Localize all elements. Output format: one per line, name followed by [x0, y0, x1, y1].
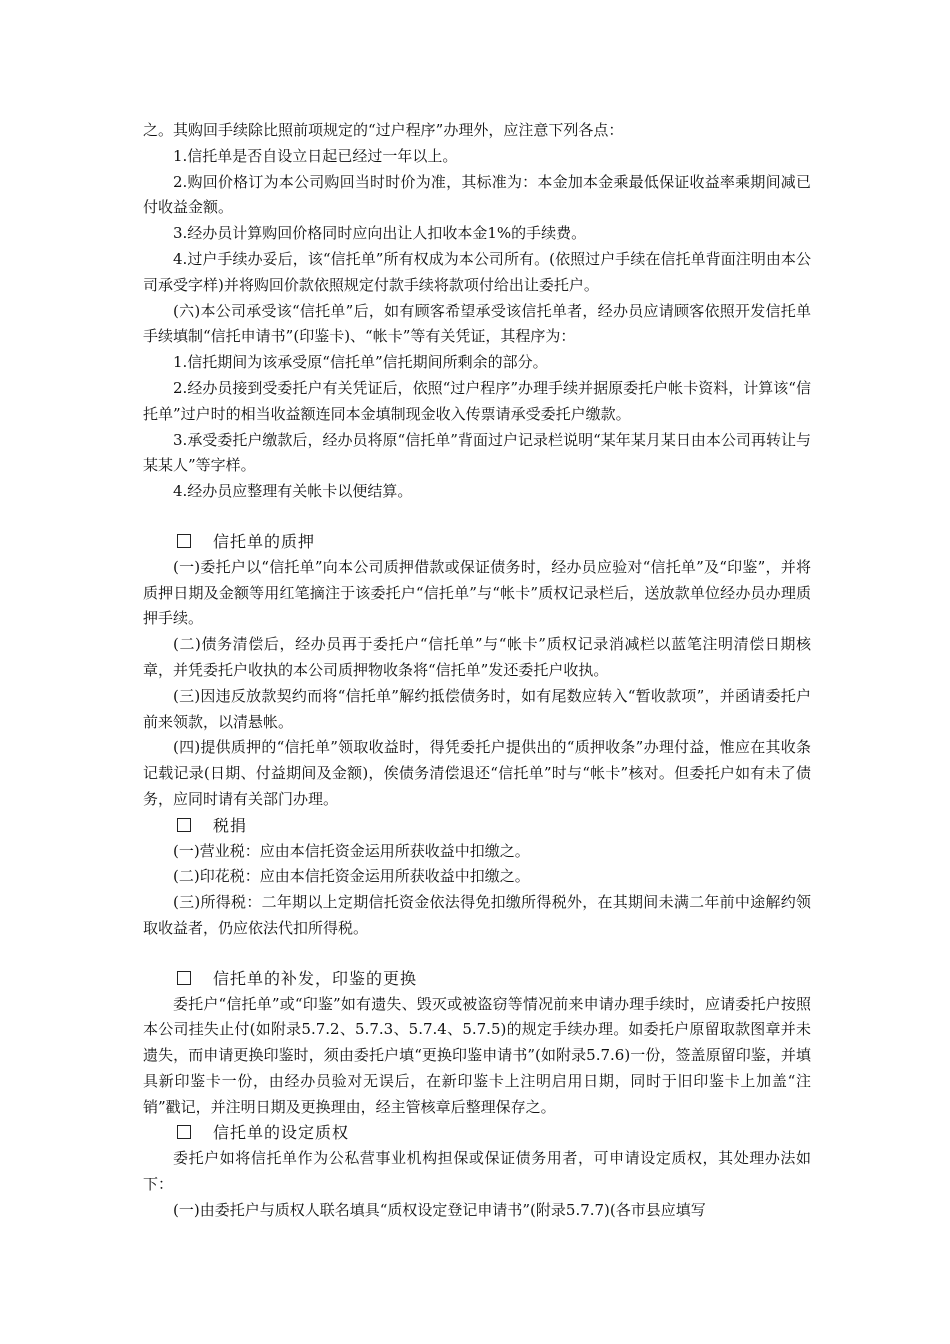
heading-pledge-text: 信托单的质押: [213, 531, 316, 551]
paragraph-tax-1: (一)营业税：应由本信托资金运用所获收益中扣缴之。: [173, 841, 530, 860]
paragraph-tax-3: (三)所得税：二年期以上定期信托资金依法得免扣缴所得税外，在其期间未满二年前中途解约领取收益者，仍应依法代扣所得税。: [143, 893, 811, 937]
paragraph-transfer-3: 3.承受委托户缴款后，经办员将原“信托单”背面过户记录栏说明“某年某月某日由本公司再转让与某某人”等字样。: [143, 430, 811, 475]
heading-reissue-text: 信托单的补发，印鉴的更换: [213, 968, 418, 988]
paragraph-transfer-2: 2.经办员接到受委托户有关凭证后，依照“过户程序”办理手续并据原委托户帐卡资料，计算该“信托单”过户时的相当收益额连同本金填制现金收入传票请承受委托户缴款。: [143, 378, 811, 423]
heading-tax-text: 税捐: [213, 815, 248, 835]
paragraph-transfer-intro: (六)本公司承受该“信托单”后，如有顾客希望承受该信托单者，经办员应请顾客依照开发信托单手续填制“信托申请书”(印鉴卡)、“帐卡”等有关凭证，其程序为：: [143, 301, 811, 346]
paragraph-buyback-2: 2.购回价格订为本公司购回当时时价为准，其标准为：本金加本金乘最低保证收益率乘期间减已付收益金额。: [143, 172, 811, 217]
checkbox-square-icon: [177, 818, 191, 832]
paragraph-pledge-4: (四)提供质押的“信托单”领取收益时，得凭委托户提供出的“质押收条”办理付益，惟应在其收条记载记录(日期、付益期间及金额)，俟债务清偿退还“信托单”时与“帐卡”核对。但委托户如有未了债务，应同时请有关部门办理。: [143, 738, 811, 808]
paragraph-lien-2: (一)由委托户与质权人联名填具“质权设定登记申请书”(附录5.7.7)(各市县应填写: [173, 1200, 706, 1219]
heading-pledge: [143, 529, 811, 555]
heading-lien-text: 信托单的设定质权: [213, 1123, 350, 1143]
paragraph-pledge-1: (一)委托户以“信托单”向本公司质押借款或保证债务时，经办员应验对“信托单”及“印鉴”，并将质押日期及金额等用红笔摘注于该委托户“信托单”与“帐卡”质权记录栏后，送放款单位经办员办理质押手续。: [143, 557, 811, 628]
checkbox-square-icon: [177, 971, 191, 985]
paragraph-lien-1: 委托户如将信托单作为公私营事业机构担保或保证债务用者，可申请设定质权，其处理办法如下：: [143, 1149, 811, 1194]
heading-tax: [143, 813, 811, 839]
paragraph-transfer-1: 1.信托期间为该承受原“信托单”信托期间所剩余的部分。: [173, 353, 548, 372]
heading-reissue: [143, 966, 811, 992]
heading-lien: [143, 1120, 811, 1146]
paragraph-pledge-2: (二)债务清偿后，经办员再于委托户“信托单”与“帐卡”质权记录消减栏以蓝笔注明清偿日期核章，并凭委托户收执的本公司质押物收条将“信托单”发还委托户收执。: [143, 635, 811, 679]
paragraph-transfer-4: 4.经办员应整理有关帐卡以便结算。: [173, 482, 413, 501]
checkbox-square-icon: [177, 534, 191, 548]
paragraph-buyback-1: 1.信托单是否自设立日起已经过一年以上。: [173, 146, 458, 165]
paragraph-buyback-4: 4.过户手续办妥后，该“信托单”所有权成为本公司所有。(依照过户手续在信托单背面注明由本公司承受字样)并将购回价款依照规定付款手续将款项付给出让委托户。: [143, 249, 811, 294]
paragraph-buyback-3: 3.经办员计算购回价格同时应向出让人扣收本金1%的手续费。: [173, 224, 587, 243]
paragraph-reissue-1: 委托户“信托单”或“印鉴”如有遗失、毁灭或被盗窃等情况前来申请办理手续时，应请委托户按照本公司挂失止付(如附录5.7.2、5.7.3、5.7.4、5.7.5)的规定手续办理。如委托户原留取款图章并未遗失，而申请更换印鉴时，须由委托户填“更换印鉴申请书”(如附录5.7.6)一份，签盖原留印鉴，并填具新印鉴卡一份，由经办员验对无误后，在新印鉴卡上注明启用日期，同时于旧印鉴卡上加盖“注销”戳记，并注明日期及更换理由，经主管核章后整理保存之。: [143, 994, 811, 1116]
paragraph-pledge-3: (三)因违反放款契约而将“信托单”解约抵偿债务时，如有尾数应转入“暂收款项”，并函请委托户前来领款，以清悬帐。: [143, 686, 811, 731]
paragraph-buyback-intro: 之。其购回手续除比照前项规定的“过户程序”办理外，应注意下列各点：: [143, 121, 624, 139]
paragraph-tax-2: (二)印花税：应由本信托资金运用所获收益中扣缴之。: [173, 867, 530, 886]
checkbox-square-icon: [177, 1125, 191, 1139]
document-page: [143, 118, 811, 1224]
